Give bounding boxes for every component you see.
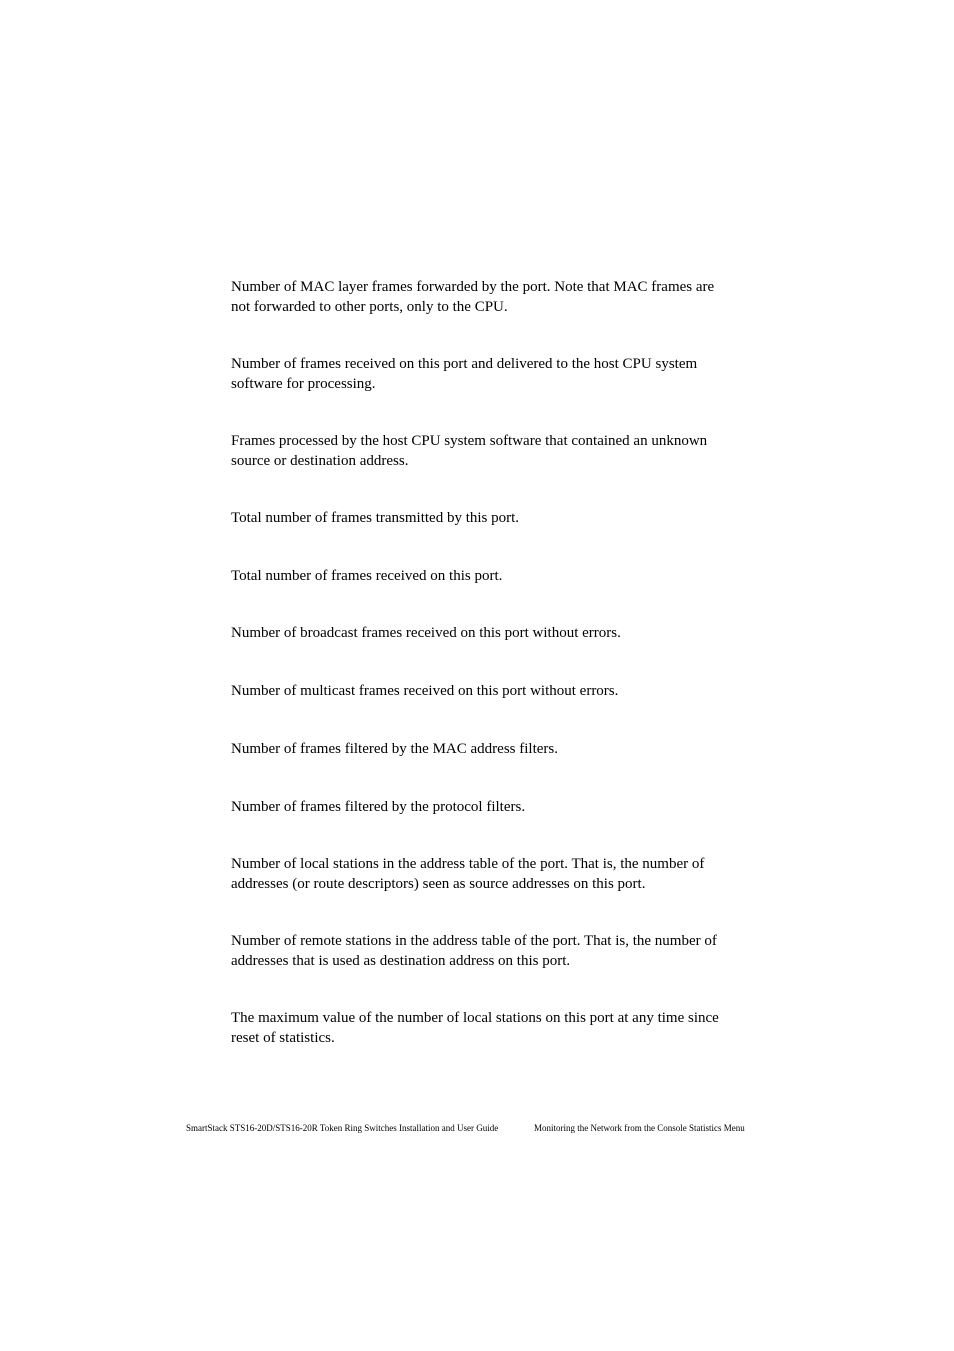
description-unknown-address bbox=[231, 432, 707, 471]
description-line: Number of frames filtered by the protocol filters. bbox=[231, 799, 526, 815]
description-line: Number of broadcast frames received on this port without errors. bbox=[231, 625, 621, 641]
description-remote-stations bbox=[231, 932, 717, 971]
description-line: Total number of frames received on this port. bbox=[231, 568, 503, 584]
description-line: addresses that is used as destination address on this port. bbox=[231, 952, 571, 969]
description-line: Number of local stations in the address table of the port. That is, the number of bbox=[231, 856, 705, 872]
description-line: Frames processed by the host CPU system software that contained an unknown bbox=[231, 433, 708, 449]
description-multicast-frames bbox=[231, 682, 618, 702]
description-protocol-filtered bbox=[231, 798, 525, 818]
description-line: addresses (or route descriptors) seen as source addresses on this port. bbox=[231, 875, 646, 892]
description-local-stations bbox=[231, 855, 704, 894]
description-line: Number of MAC layer frames forwarded by the port. Note that MAC frames are bbox=[231, 279, 715, 295]
description-mac-filtered bbox=[231, 740, 558, 760]
description-line: source or destination address. bbox=[231, 452, 409, 469]
description-broadcast-frames bbox=[231, 624, 621, 644]
footer-book-title: SmartStack STS16-20D/STS16-20R Token Ring Switches Installation and User Guide bbox=[186, 1123, 499, 1133]
description-line: reset of statistics. bbox=[231, 1029, 335, 1046]
description-line: Number of remote stations in the address table of the port. That is, the number of bbox=[231, 933, 717, 949]
description-line: Number of frames filtered by the MAC address filters. bbox=[231, 741, 558, 757]
description-line: not forwarded to other ports, only to the CPU. bbox=[231, 298, 508, 315]
description-line: Number of multicast frames received on this port without errors. bbox=[231, 683, 619, 699]
description-max-local-stations bbox=[231, 1009, 719, 1048]
footer-section-title: Monitoring the Network from the Console Statistics Menu bbox=[534, 1123, 745, 1133]
description-line: Number of frames received on this port and delivered to the host CPU system bbox=[231, 356, 698, 372]
description-line: software for processing. bbox=[231, 375, 376, 392]
description-line: Total number of frames transmitted by this port. bbox=[231, 510, 520, 526]
description-frames-received bbox=[231, 567, 502, 587]
description-frames-transmitted bbox=[231, 509, 519, 529]
description-line: The maximum value of the number of local stations on this port at any time since bbox=[231, 1010, 719, 1026]
description-frames-to-cpu bbox=[231, 355, 697, 394]
description-mac-frames-forwarded bbox=[231, 278, 714, 317]
